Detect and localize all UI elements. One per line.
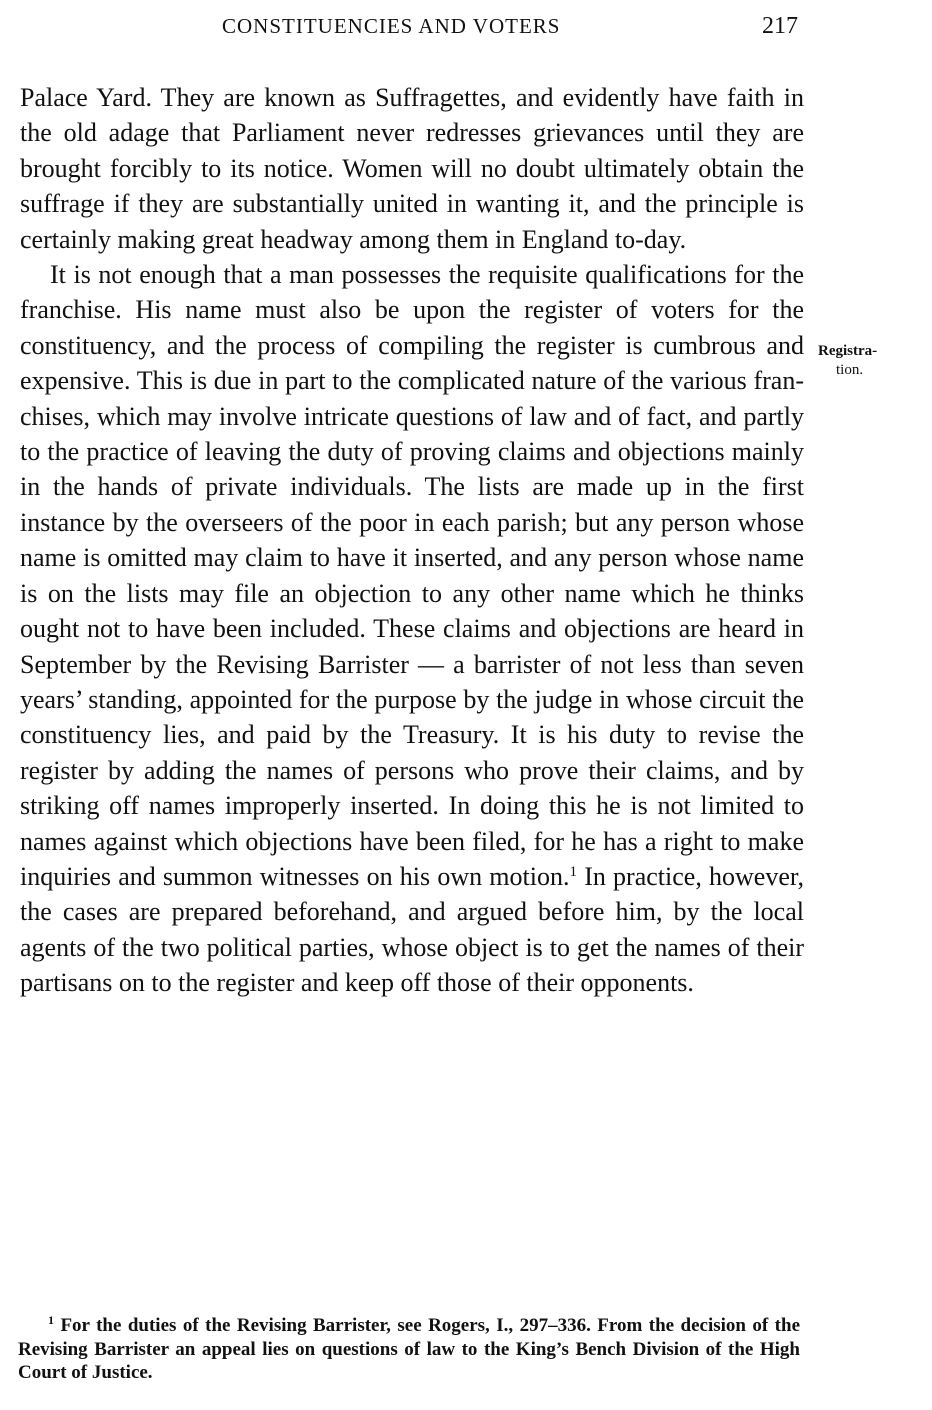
- page-number: 217: [762, 13, 798, 39]
- footnote-paragraph: [18, 1314, 800, 1385]
- running-title: CONSTITUENCIES AND VOTERS: [222, 14, 561, 38]
- margin-note-line: Registra-: [818, 343, 878, 359]
- paragraph-text-continued: In practice, however, the cases are prepared beforehand, and argued before him, by the local agents of the two political parties, whose object is to get the names of their partisans on to the register and keep off those of their opponents.: [20, 861, 804, 998]
- margin-note: [818, 342, 918, 380]
- body-text: [20, 80, 804, 1001]
- paragraph: Palace Yard. They are known as Suffragettes, and evidently have faith in the old adage that Parliament never redresses grievances until they are brought forcibly to its notice. Women will no doubt ultimately obtain the suffrage if they are substantially united in wanting it, and the principle is certainly making great headway among them in England to-day.: [20, 83, 804, 254]
- footnote: [18, 1314, 800, 1385]
- running-head: [0, 14, 932, 48]
- margin-note-line: tion.: [836, 362, 864, 378]
- paragraph-registration: [20, 257, 804, 1001]
- footnote-number: 1: [48, 1313, 54, 1327]
- footnote-reference: 1: [569, 863, 577, 880]
- footnote-text: For the duties of the Revising Barrister, see Rogers, I., 297–336. From the decision of the Revising Barrister an appeal lies on questions of law to the King’s Bench Division of the High Court of Justice.: [18, 1315, 800, 1383]
- paragraph-text: It is not enough that a man possesses the requisite qualifications for the franchise. His name must also be upon the register of voters for the constituency, and the process of compiling the register is cumbrous and expensive. This is due in part to the complicated nature of the various franchises, which may involve intricate questions of law and of fact, and partly to the practice of leaving the duty of proving claims and objections mainly in the hands of private individuals. The lists are made up in the first instance by the overseers of the poor in each parish; but any person whose name is omitted may claim to have it inserted, and any person whose name is on the lists may file an objection to any other name which he thinks ought not to have been included. These claims and objections are heard in September by the Revising Barrister — a barrister of not less than seven years’ standing, appointed for the purpose by the judge in whose circuit the constituency lies, and paid by the Treasury. It is his duty to revise the register by adding the names of persons who prove their claims, and by striking off names improperly inserted. In doing this he is not limited to names against which objections have been filed, for he has a right to make inquiries and summon witnesses on his own motion.: [20, 260, 804, 891]
